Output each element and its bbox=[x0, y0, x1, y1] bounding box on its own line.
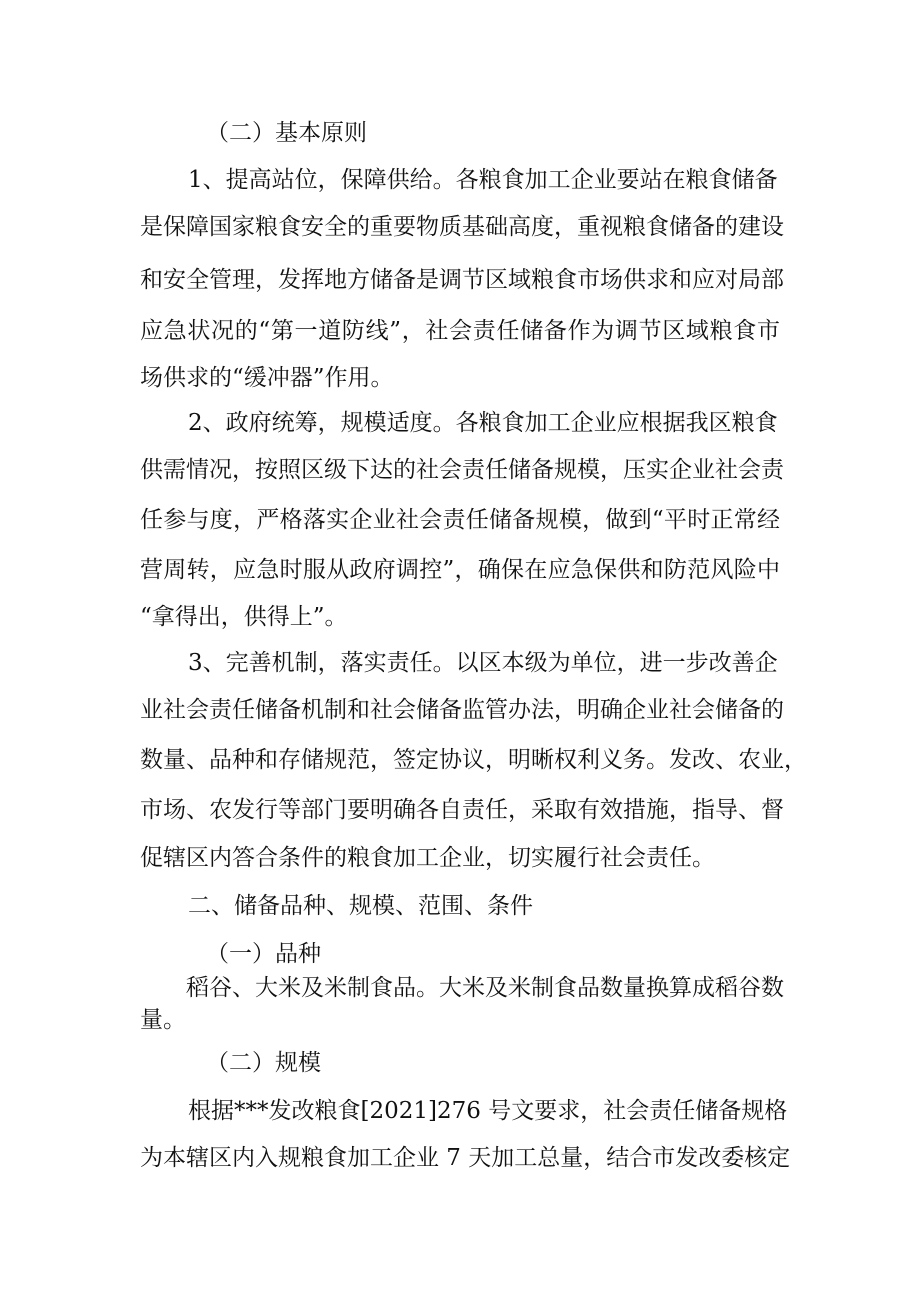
paragraph-3-line-1: 3、完善机制，落实责任。以区本级为单位，进一步改善企 bbox=[188, 650, 778, 676]
paragraph-4-line-1: 稻谷、大米及米制食品。大米及米制食品数量换算成稻谷数 bbox=[186, 975, 784, 1001]
subheading-varieties: （一）品种 bbox=[206, 941, 321, 967]
paragraph-5-line-2: 为本辖区内入规粮食加工企业 7 天加工总量，结合市发改委核定 bbox=[140, 1145, 791, 1171]
paragraph-1-line-2: 是保障国家粮食安全的重要物质基础高度，重视粮食储备的建设 bbox=[140, 214, 784, 240]
paragraph-3-line-4: 市场、农发行等部门要明确各自责任，采取有效措施，指导、督 bbox=[140, 797, 784, 823]
paragraph-2-line-1: 2、政府统筹，规模适度。各粮食加工企业应根据我区粮食 bbox=[188, 410, 778, 436]
paragraph-1-line-1: 1、提高站位，保障供给。各粮食加工企业要站在粮食储备 bbox=[188, 167, 778, 193]
paragraph-3-line-3: 数量、品种和存储规范，签定协议，明晰权利义务。发改、农业， bbox=[140, 747, 807, 773]
paragraph-2-line-4: 营周转，应急时服从政府调控”，确保在应急保供和防范风险中 bbox=[140, 557, 780, 583]
subheading-scale: （二）规模 bbox=[206, 1050, 321, 1076]
paragraph-2-line-3: 任参与度，严格落实企业社会责任储备规模，做到“平时正常经 bbox=[140, 507, 780, 533]
paragraph-2-line-5: “拿得出，供得上”。 bbox=[140, 604, 348, 630]
paragraph-3-line-2: 业社会责任储备机制和社会储备监管办法，明确企业社会储备的 bbox=[140, 697, 784, 723]
section-heading-2: 二、储备品种、规模、范围、条件 bbox=[188, 893, 533, 919]
paragraph-5-line-1: 根据***发改粮食[2021]276 号文要求，社会责任储备规格 bbox=[188, 1098, 788, 1124]
paragraph-3-line-5: 促辖区内答合条件的粮食加工企业，切实履行社会责任。 bbox=[140, 845, 715, 871]
paragraph-2-line-2: 供需情况，按照区级下达的社会责任储备规模，压实企业社会责 bbox=[140, 457, 784, 483]
paragraph-1-line-4: 应急状况的“第一道防线”，社会责任储备作为调节区域粮食市 bbox=[140, 318, 780, 344]
paragraph-1-line-3: 和安全管理，发挥地方储备是调节区域粮食市场供求和应对局部 bbox=[140, 267, 784, 293]
paragraph-1-line-5: 场供求的“缓冲器”作用。 bbox=[140, 365, 394, 391]
paragraph-4-line-2: 量。 bbox=[140, 1007, 186, 1033]
section-heading-basic-principles: （二）基本原则 bbox=[206, 120, 367, 146]
